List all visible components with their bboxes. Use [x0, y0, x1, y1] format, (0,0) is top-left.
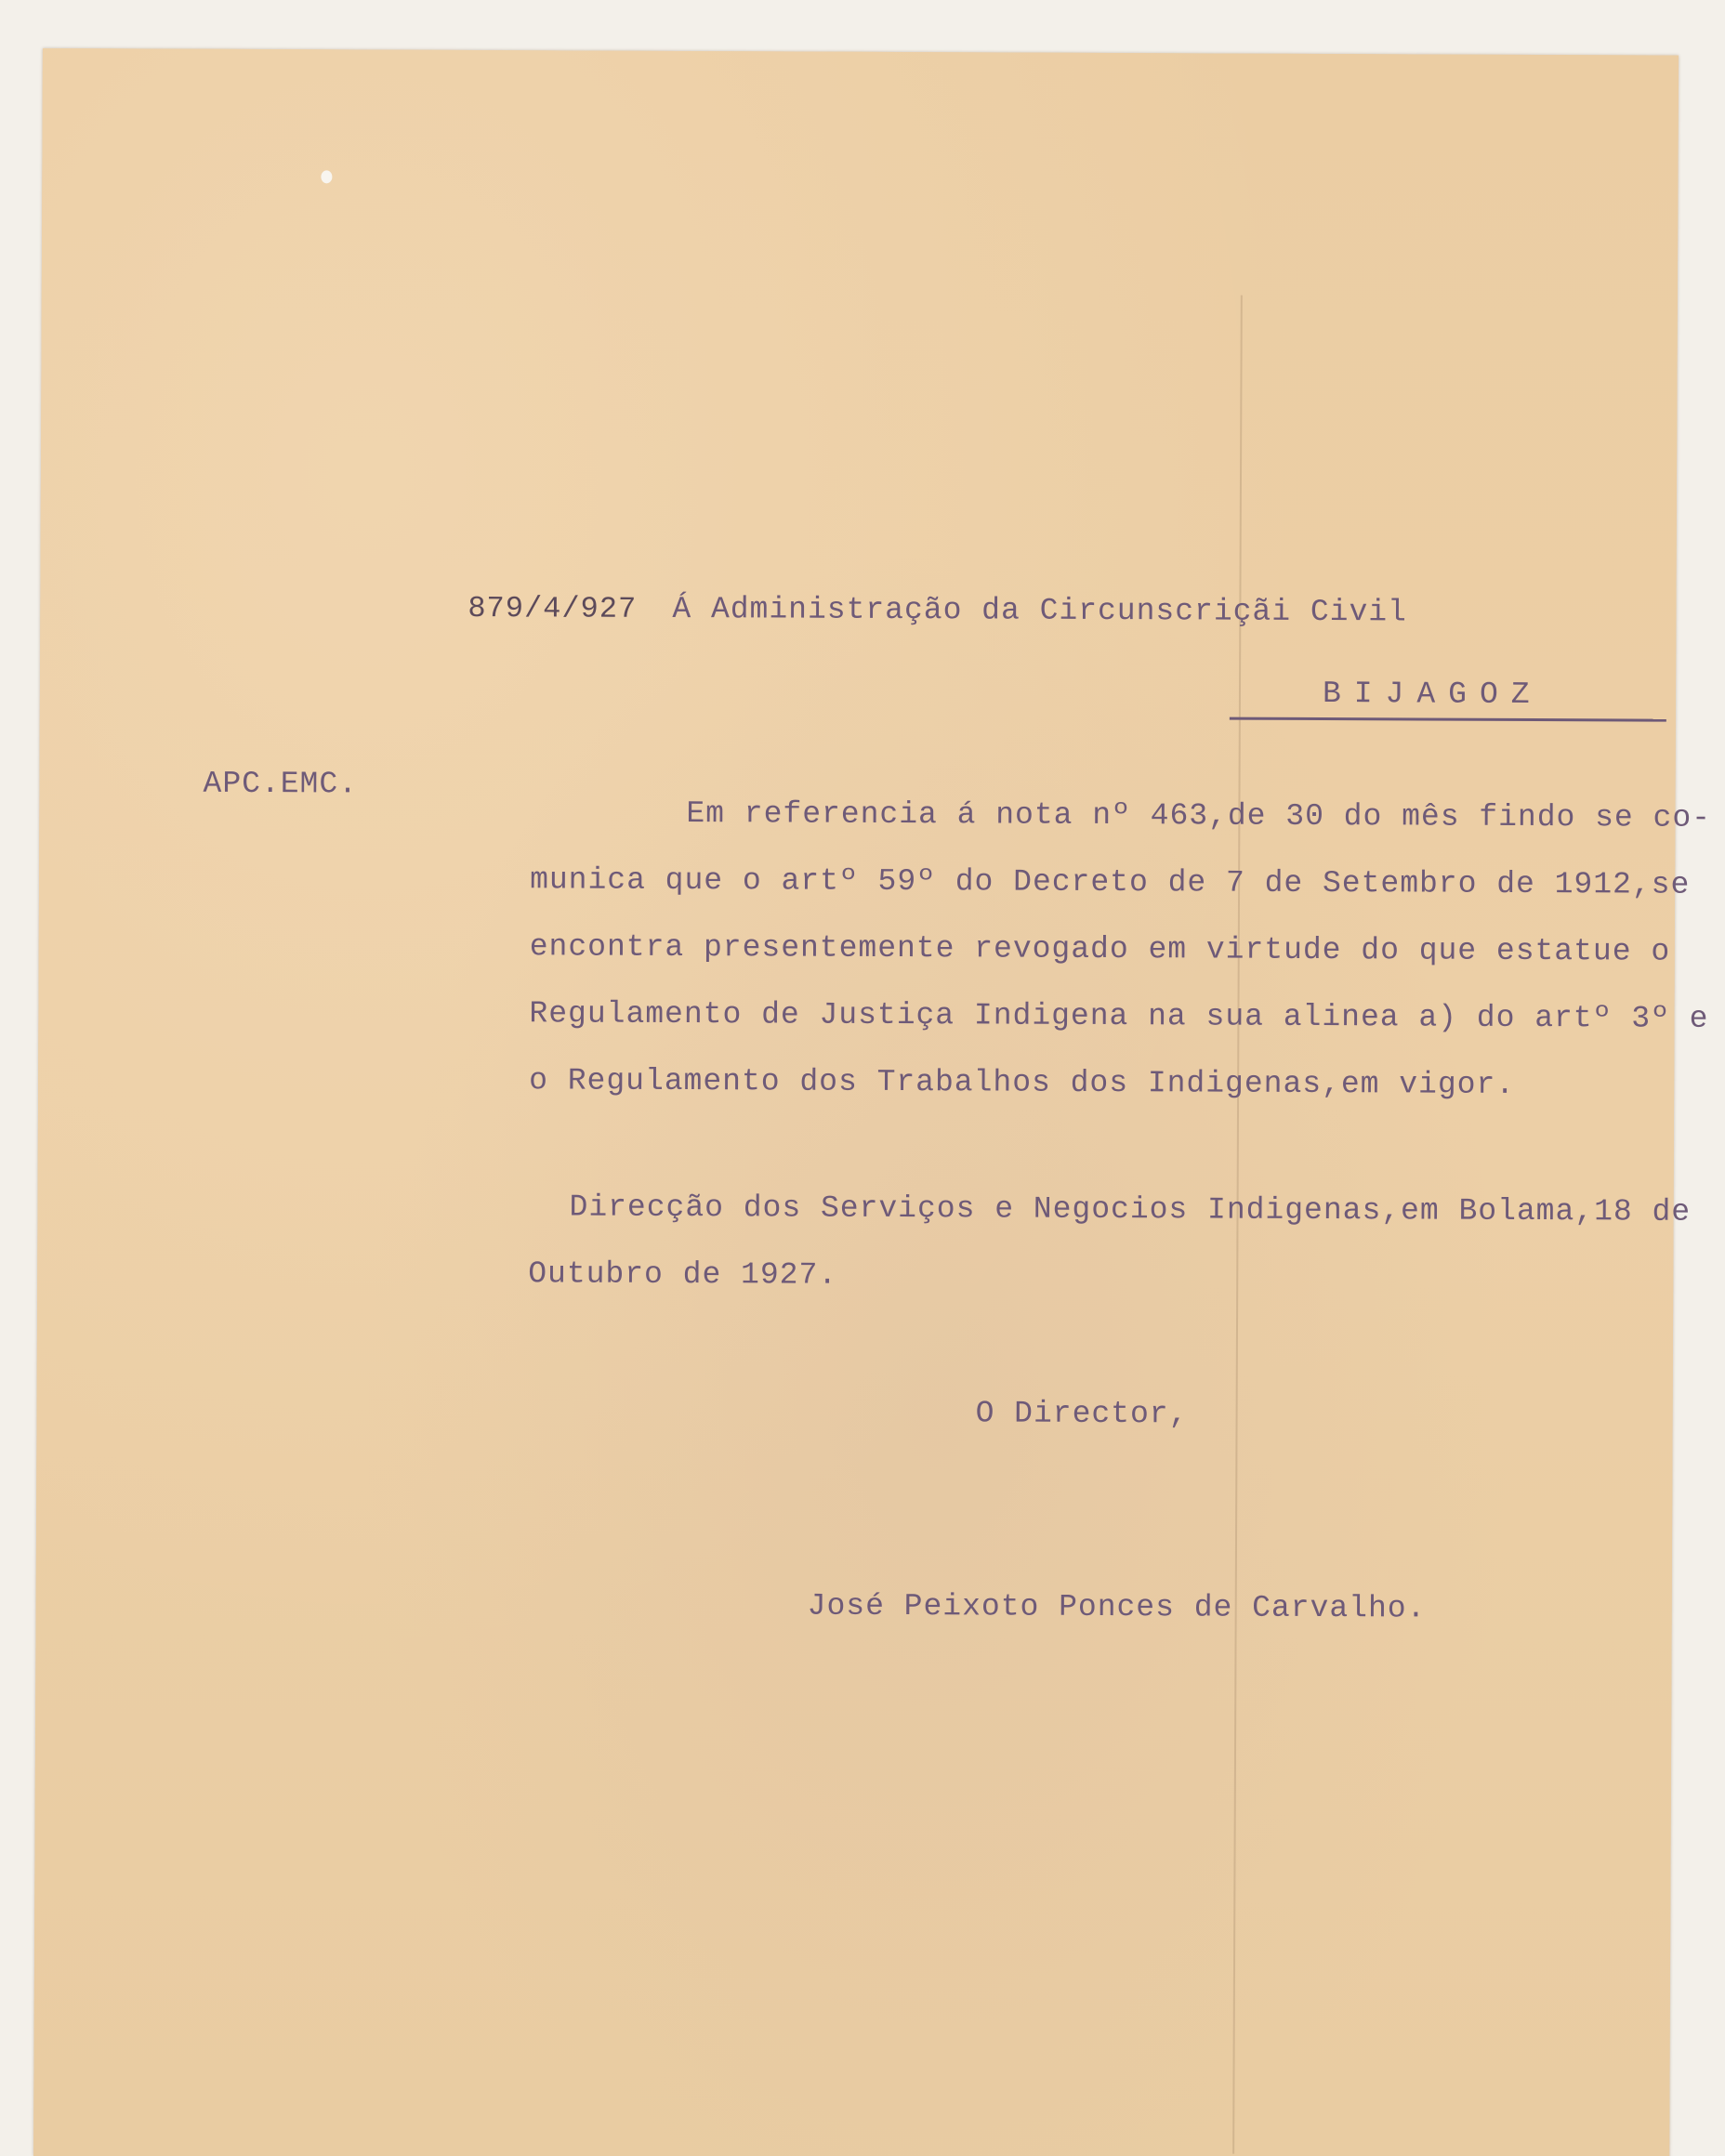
- body-line: encontra presentemente revogado em virtude do que estatue o: [529, 929, 1671, 969]
- reference-number: 879/4/927: [467, 591, 638, 626]
- document-page: [33, 48, 1712, 2156]
- body-line: munica que o artº 59º do Decreto de 7 de Setembro de 1912,se: [530, 862, 1691, 902]
- body-line: Regulamento de Justiça Indigena na sua alinea a) do artº 3º e: [529, 996, 1709, 1036]
- typist-initials: APC.EMC.: [203, 766, 359, 802]
- place-underline: [1230, 717, 1666, 722]
- addressee-line: Á Administração da Circunscriçãi Civil: [672, 591, 1407, 630]
- body-line: Em referencia á nota nº 463,de 30 do mês findo se co-: [686, 796, 1712, 835]
- body-line: o Regulamento dos Trabalhos dos Indigenas,em vigor.: [529, 1063, 1516, 1102]
- paper-hole: [321, 170, 332, 183]
- closing-title: O Director,: [975, 1396, 1189, 1432]
- signatory-name: José Peixoto Ponces de Carvalho.: [807, 1588, 1427, 1626]
- place-name: BIJAGOZ: [1322, 677, 1543, 713]
- body-line: Direcção dos Serviços e Negocios Indigenas,em Bolama,18 de: [569, 1190, 1692, 1229]
- body-line: Outubro de 1927.: [528, 1256, 838, 1293]
